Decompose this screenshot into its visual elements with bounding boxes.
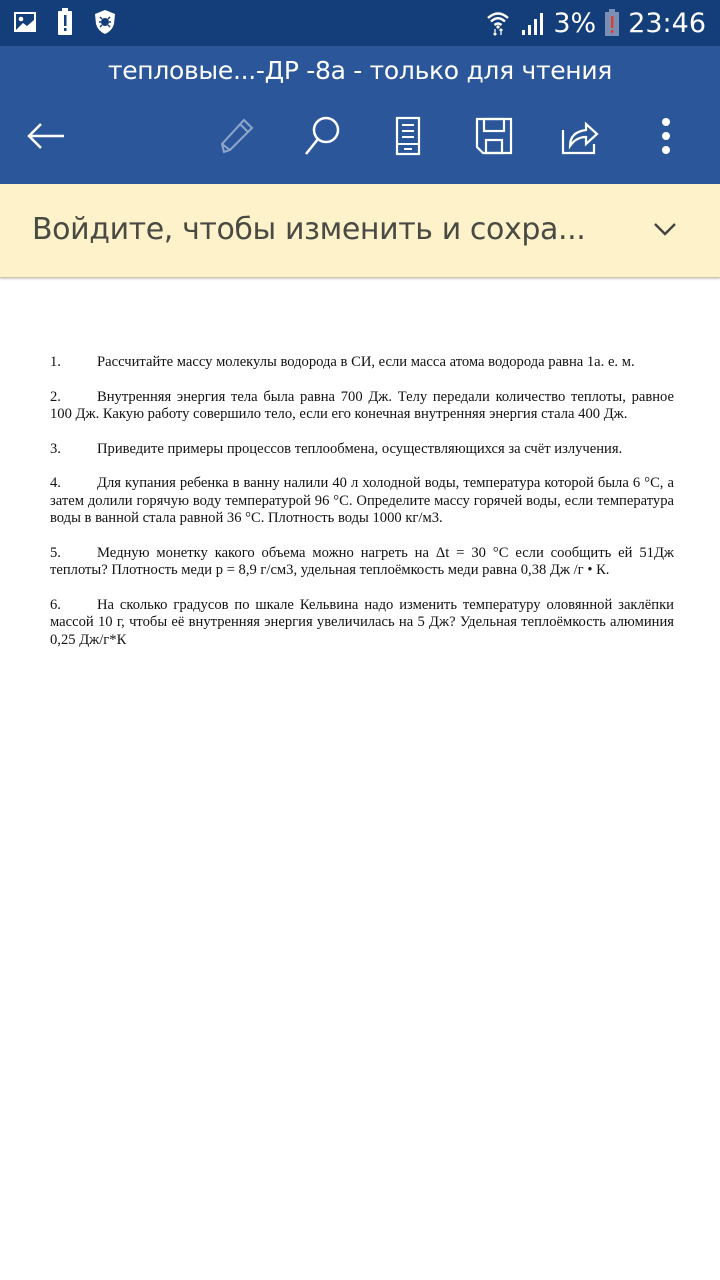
- share-button[interactable]: [556, 114, 604, 162]
- item-text: Внутренняя энергия тела была равна 700 Дж. Телу передали количество теплоты, равное 100 Дж. Какую работу совершило тело, если его конечная внутренняя энергия стала 400 Дж.: [50, 388, 674, 422]
- battery-low-icon: [604, 9, 620, 37]
- list-item: [50, 441, 674, 459]
- arrow-left-icon: [26, 121, 66, 156]
- signal-icon: [519, 9, 545, 37]
- wifi-icon: [485, 9, 511, 37]
- item-text: На сколько градусов по шкале Кельвина надо изменить температуру оловянной заклёпки массой 10 г, чтобы её внутренняя энергия увеличилась на 5 Дж? Удельная теплоёмкость алюминия 0,25 Дж/г*К: [50, 596, 674, 648]
- status-left-icons: [12, 8, 118, 36]
- save-button[interactable]: [470, 114, 518, 162]
- share-icon: [560, 116, 600, 161]
- clock: 23:46: [628, 7, 706, 39]
- item-text: Приведите примеры процессов теплообмена, осуществляющихся за счёт излучения.: [97, 440, 623, 457]
- battery-alert-icon: [52, 8, 78, 36]
- item-number: 3.: [50, 440, 61, 457]
- list-item: [50, 545, 674, 580]
- item-text: Для купания ребенка в ванну налили 40 л холодной воды, температура которой была 6 °С, а затем долили горячую воду температурой 96 °С. Определите массу горячей воды, если температура воды в ванной стала равной 36 °С. Плотность воды 1000 кг/м3.: [50, 475, 674, 526]
- app-bar: [0, 46, 720, 184]
- document-title: тепловые...-ДР -8а - только для чтения: [107, 56, 613, 85]
- gallery-icon: [12, 8, 38, 36]
- battery-percent: 3%: [553, 7, 597, 39]
- pencil-icon: [216, 116, 256, 161]
- more-vertical-icon: [660, 116, 672, 161]
- item-number: 2.: [50, 388, 61, 405]
- item-number: 4.: [50, 475, 61, 491]
- more-options-button[interactable]: [642, 114, 690, 162]
- mobile-view-icon: [394, 116, 422, 161]
- chevron-down-icon[interactable]: [650, 214, 680, 244]
- list-item: [50, 475, 674, 528]
- search-icon: [302, 115, 342, 162]
- status-right: [485, 4, 706, 42]
- back-button[interactable]: [22, 114, 70, 162]
- shield-bug-icon: [92, 8, 118, 36]
- item-text: Рассчитайте массу молекулы водорода в СИ, если масса атома водорода равна 1а. е. м.: [97, 354, 635, 370]
- status-bar: [0, 0, 720, 46]
- list-item: [50, 389, 674, 424]
- search-button[interactable]: [298, 114, 346, 162]
- mobile-view-button[interactable]: [384, 114, 432, 162]
- signin-banner-text[interactable]: Войдите, чтобы изменить и сохра...: [32, 212, 586, 247]
- save-icon: [474, 116, 514, 161]
- item-number: 1.: [50, 354, 61, 370]
- signin-banner[interactable]: [0, 184, 720, 278]
- item-number: 5.: [50, 544, 61, 561]
- item-text: Медную монетку какого объема можно нагреть на Δt = 30 °С если сообщить ей 51Дж теплоты? Плотность меди p = 8,9 г/см3, удельная теплоёмкость меди равна 0,38 Дж /г • К.: [50, 544, 674, 578]
- list-item: [50, 597, 674, 650]
- list-item: [50, 354, 674, 372]
- edit-button[interactable]: [212, 114, 260, 162]
- item-number: 6.: [50, 596, 61, 613]
- document-page: [50, 354, 674, 666]
